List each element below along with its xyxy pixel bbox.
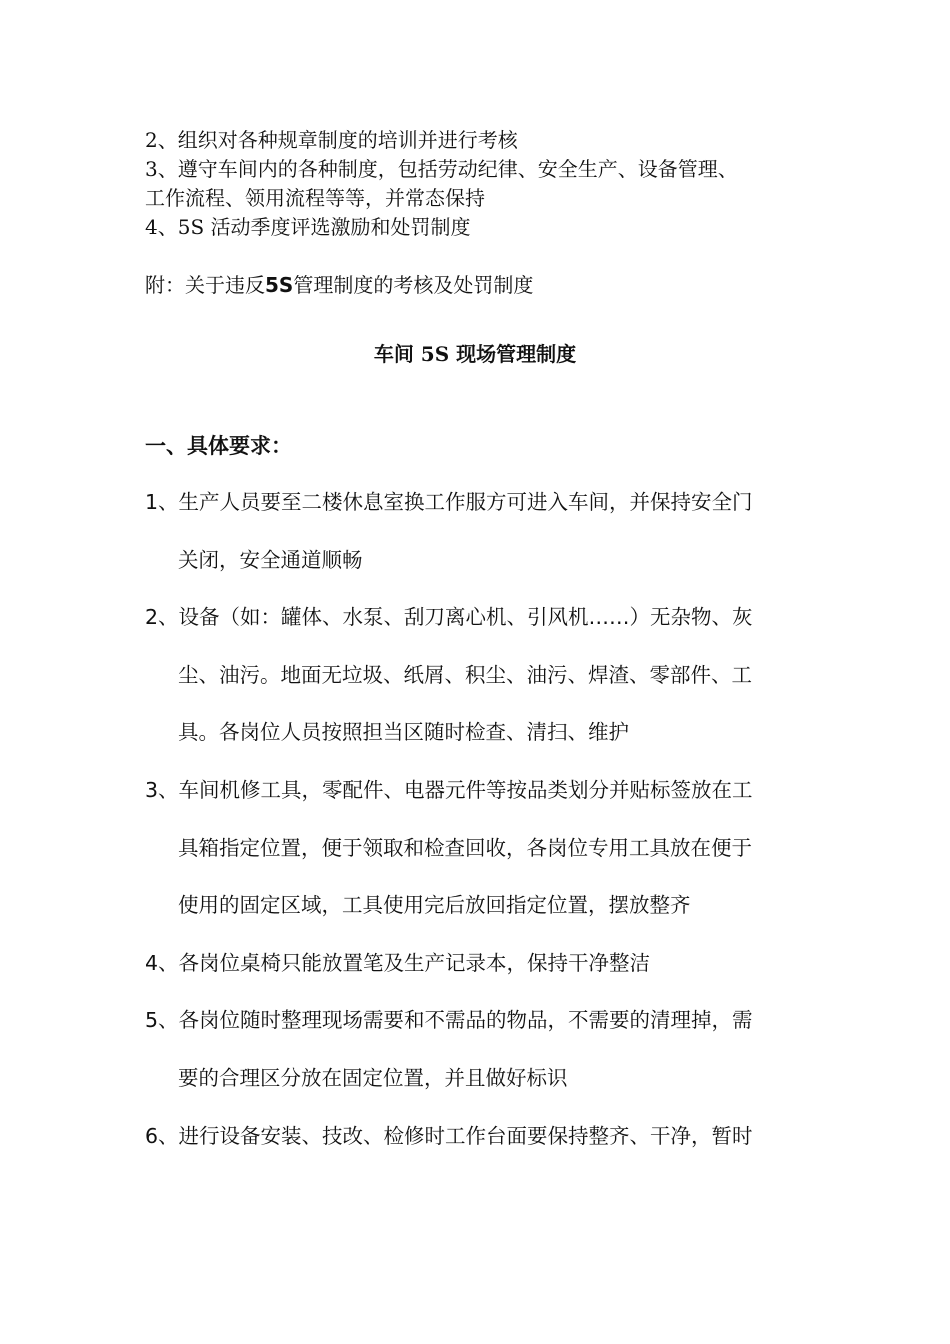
requirement-item — [145, 589, 809, 762]
requirement-item — [145, 762, 809, 935]
list-item: 2、组织对各种规章制度的培训并进行考核 — [145, 128, 518, 152]
requirement-item — [145, 935, 809, 993]
appendix-5s: 5S — [265, 273, 294, 297]
requirement-item — [145, 474, 809, 589]
requirement-line: 4、各岗位桌椅只能放置笔及生产记录本，保持干净整洁 — [145, 950, 651, 975]
list-item: 4、5S 活动季度评选激励和处罚制度 — [145, 215, 471, 239]
requirement-line: 尘、油污。地面无垃圾、纸屑、积尘、油污、焊渣、零部件、工 — [178, 662, 752, 687]
requirement-line: 1、生产人员要至二楼休息室换工作服方可进入车间，并保持安全门 — [145, 490, 753, 514]
requirement-item — [145, 992, 809, 1107]
list-item: 3、遵守车间内的各种制度，包括劳动纪律、安全生产、设备管理、 — [145, 157, 738, 181]
section-heading: 一、具体要求： — [145, 434, 292, 458]
requirement-line: 5、各岗位随时整理现场需要和不需品的物品，不需要的清理掉，需 — [145, 1008, 753, 1033]
document-title: 车间 5S 现场管理制度 — [373, 342, 577, 366]
rules-list — [145, 126, 825, 242]
requirement-item — [145, 1108, 809, 1166]
requirement-line: 6、进行设备安装、技改、检修时工作台面要保持整齐、干净，暂时 — [145, 1123, 753, 1148]
requirement-line: 具箱指定位置，便于领取和检查回收，各岗位专用工具放在便于 — [178, 835, 752, 860]
requirement-line: 要的合理区分放在固定位置，并且做好标识 — [178, 1065, 568, 1090]
appendix-suffix: 管理制度的考核及处罚制度 — [293, 273, 534, 297]
appendix-heading — [145, 270, 533, 300]
requirement-line: 2、设备（如：罐体、水泵、刮刀离心机、引风机……）无杂物、灰 — [145, 605, 753, 630]
appendix-prefix: 附：关于违反 — [145, 273, 265, 297]
requirement-line: 关闭，安全通道顺畅 — [178, 547, 363, 572]
requirement-line: 3、车间机修工具，零配件、电器元件等按品类划分并贴标签放在工 — [145, 777, 753, 802]
list-item-continuation: 工作流程、领用流程等等，并常态保持 — [145, 186, 485, 210]
requirement-line: 具。各岗位人员按照担当区随时检查、清扫、维护 — [178, 720, 629, 745]
requirements-list — [145, 474, 809, 1165]
requirement-line: 使用的固定区域，工具使用完后放回指定位置，摆放整齐 — [178, 893, 691, 918]
